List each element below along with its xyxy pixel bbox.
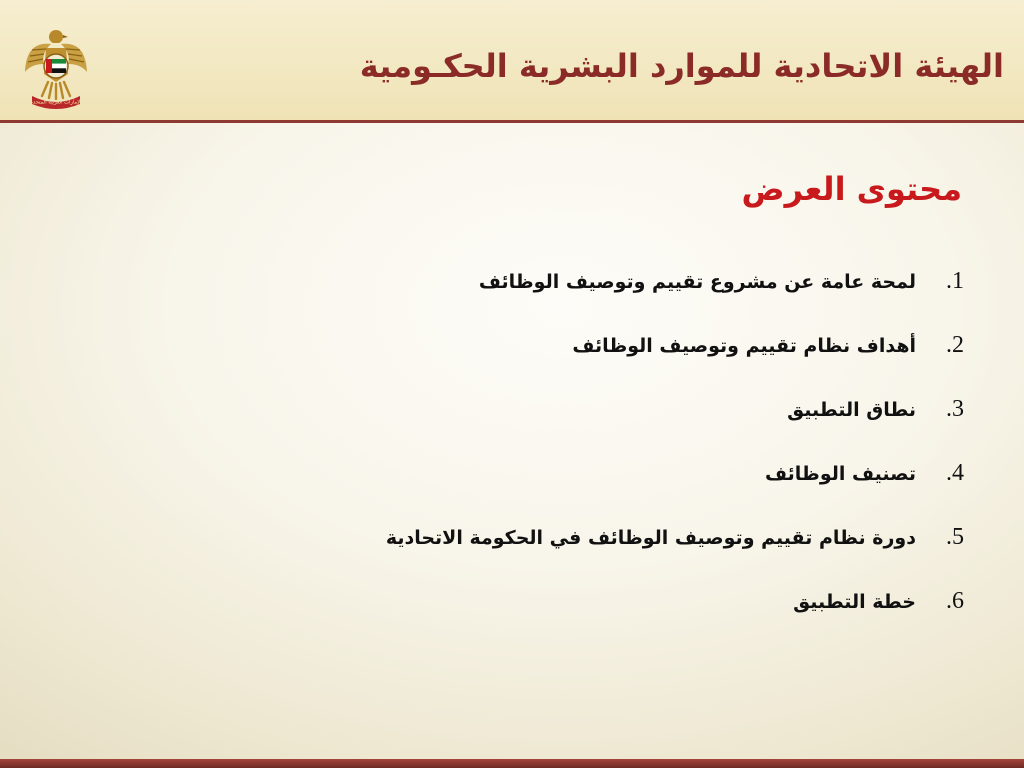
agenda-item-text: تصنيف الوظائف	[765, 462, 916, 485]
agenda-list	[264, 260, 964, 644]
agenda-item-text: دورة نظام تقييم وتوصيف الوظائف في الحكومة الاتحادية	[385, 526, 916, 549]
slide-header	[0, 0, 1024, 120]
agenda-item-number: 5.	[946, 524, 964, 550]
agenda-item-text: نطاق التطبيق	[787, 398, 916, 421]
agenda-item	[264, 580, 964, 623]
agenda-item-number: 2.	[946, 332, 964, 358]
header-divider	[0, 120, 1024, 123]
uae-falcon-emblem-icon	[22, 26, 90, 110]
footer-divider	[0, 759, 1024, 768]
agenda-item-number: 6.	[946, 588, 964, 614]
agenda-item-number: 3.	[946, 396, 964, 422]
agenda-item	[264, 388, 964, 431]
agenda-item	[264, 516, 964, 559]
agenda-item	[264, 452, 964, 495]
agenda-item-text: خطة التطبيق	[793, 590, 916, 613]
organization-name: الهيئة الاتحادية للموارد البشرية الحكـومية	[359, 47, 1004, 85]
agenda-item-text: لمحة عامة عن مشروع تقييم وتوصيف الوظائف	[478, 270, 916, 293]
agenda-item	[264, 324, 964, 367]
svg-text:الإمارات العربية المتحدة: الإمارات العربية المتحدة	[30, 99, 82, 106]
agenda-item-number: 1.	[946, 268, 964, 294]
agenda-item	[264, 260, 964, 303]
agenda-item-text: أهداف نظام تقييم وتوصيف الوظائف	[572, 334, 916, 357]
agenda-item-number: 4.	[946, 460, 964, 486]
slide-title: محتوى العرض	[741, 170, 962, 208]
